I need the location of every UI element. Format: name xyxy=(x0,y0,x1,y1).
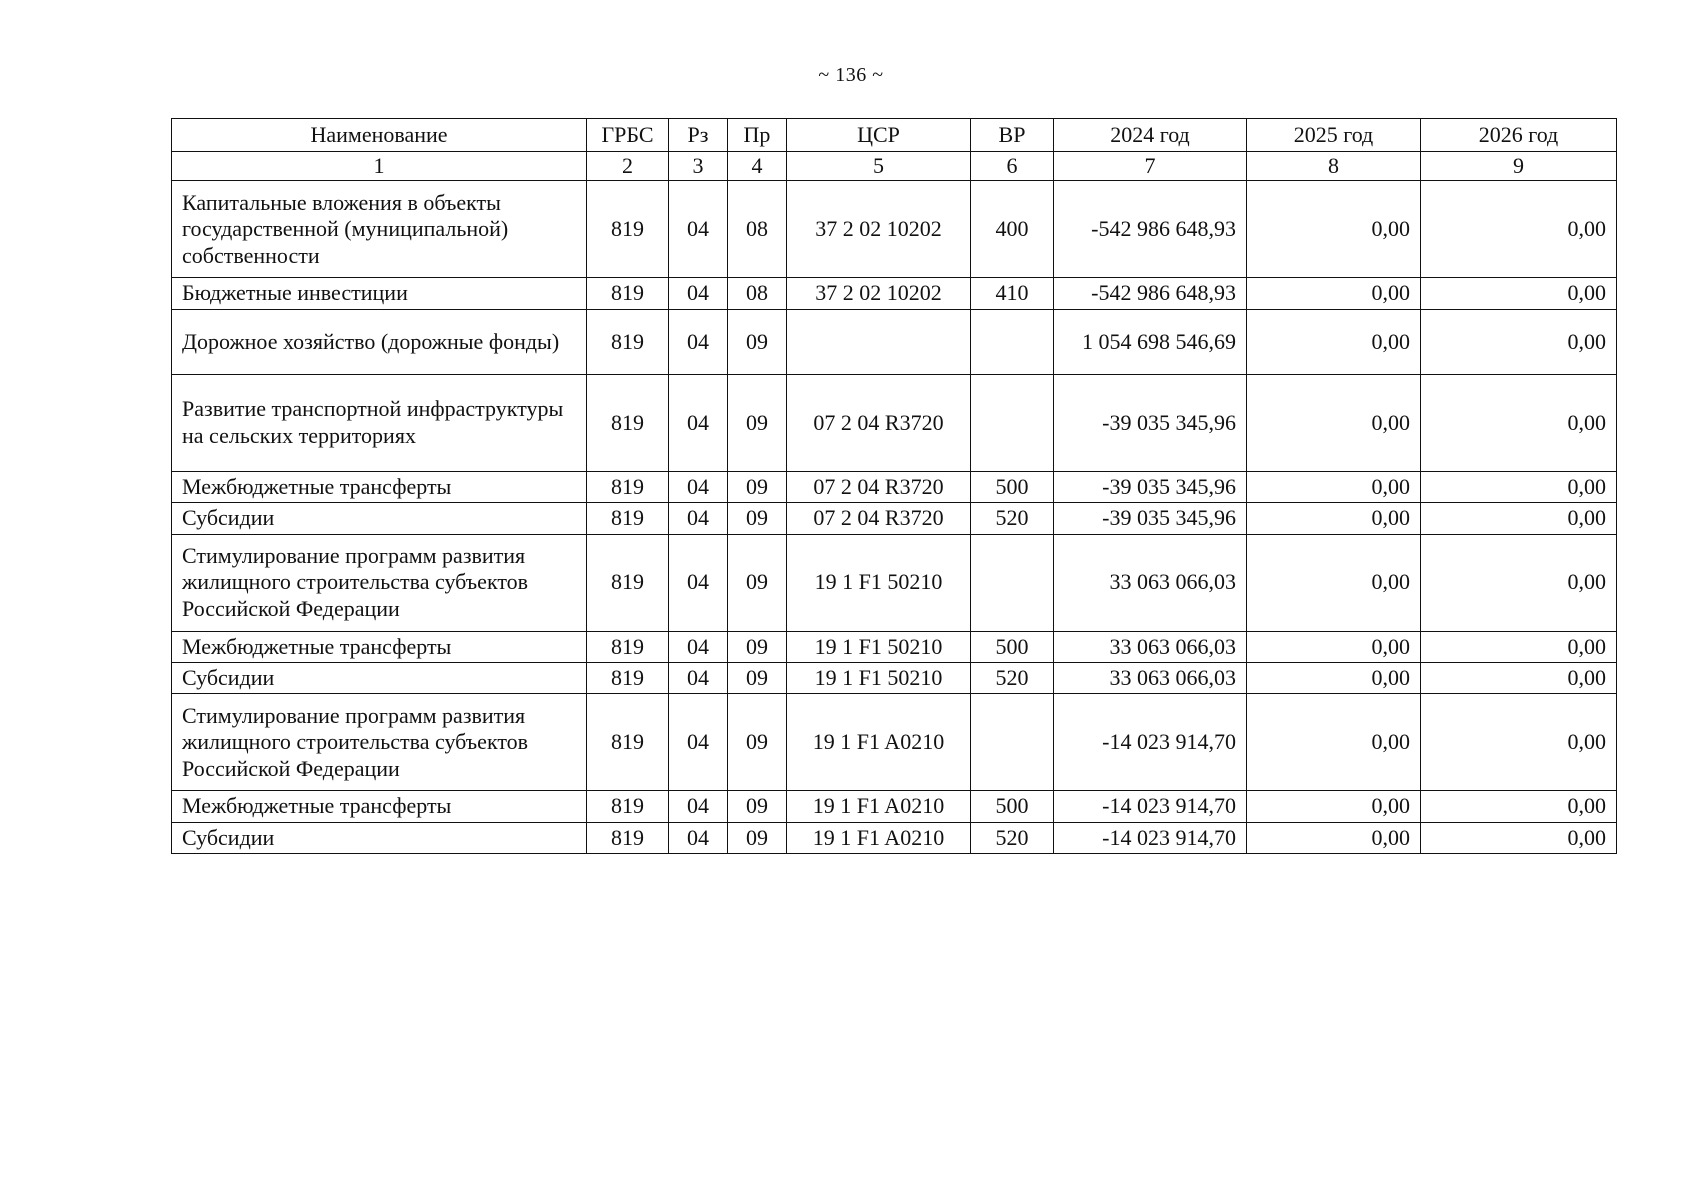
cell-pr: 09 xyxy=(728,791,787,822)
cell-grbs: 819 xyxy=(587,471,669,502)
header-2026: 2026 год xyxy=(1421,119,1617,152)
cell-name: Межбюджетные трансферты xyxy=(172,631,587,662)
cell-pr: 09 xyxy=(728,374,787,471)
cell-2026: 0,00 xyxy=(1421,471,1617,502)
cell-2026: 0,00 xyxy=(1421,278,1617,309)
cell-pr: 08 xyxy=(728,278,787,309)
header-2024: 2024 год xyxy=(1054,119,1247,152)
header-csr: ЦСР xyxy=(787,119,971,152)
cell-rz: 04 xyxy=(669,503,728,534)
cell-vr: 520 xyxy=(971,503,1054,534)
table-row xyxy=(172,181,1617,278)
cell-vr: 520 xyxy=(971,662,1054,693)
cell-csr: 37 2 02 10202 xyxy=(787,181,971,278)
cell-2024: 33 063 066,03 xyxy=(1054,662,1247,693)
cell-2025: 0,00 xyxy=(1247,181,1421,278)
column-number: 7 xyxy=(1054,152,1247,181)
cell-rz: 04 xyxy=(669,374,728,471)
cell-csr: 19 1 F1 A0210 xyxy=(787,822,971,853)
table-row xyxy=(172,822,1617,853)
cell-rz: 04 xyxy=(669,534,728,631)
cell-pr: 09 xyxy=(728,503,787,534)
cell-pr: 09 xyxy=(728,471,787,502)
column-number: 5 xyxy=(787,152,971,181)
cell-vr xyxy=(971,534,1054,631)
table-row xyxy=(172,534,1617,631)
cell-2024: -542 986 648,93 xyxy=(1054,181,1247,278)
column-number: 6 xyxy=(971,152,1054,181)
cell-csr: 19 1 F1 50210 xyxy=(787,662,971,693)
column-number: 4 xyxy=(728,152,787,181)
cell-pr: 09 xyxy=(728,822,787,853)
cell-2025: 0,00 xyxy=(1247,822,1421,853)
cell-2026: 0,00 xyxy=(1421,309,1617,374)
cell-rz: 04 xyxy=(669,631,728,662)
cell-rz: 04 xyxy=(669,791,728,822)
cell-name: Межбюджетные трансферты xyxy=(172,471,587,502)
cell-grbs: 819 xyxy=(587,694,669,791)
cell-2024: -542 986 648,93 xyxy=(1054,278,1247,309)
cell-2026: 0,00 xyxy=(1421,181,1617,278)
cell-vr: 400 xyxy=(971,181,1054,278)
cell-2026: 0,00 xyxy=(1421,662,1617,693)
cell-pr: 08 xyxy=(728,181,787,278)
cell-rz: 04 xyxy=(669,181,728,278)
cell-2025: 0,00 xyxy=(1247,471,1421,502)
cell-name: Развитие транспортной инфраструктуры на сельских территориях xyxy=(172,374,587,471)
cell-grbs: 819 xyxy=(587,278,669,309)
cell-name: Капитальные вложения в объекты государственной (муниципальной) собственности xyxy=(172,181,587,278)
cell-name: Дорожное хозяйство (дорожные фонды) xyxy=(172,309,587,374)
cell-csr: 19 1 F1 A0210 xyxy=(787,694,971,791)
column-number: 9 xyxy=(1421,152,1617,181)
cell-2026: 0,00 xyxy=(1421,503,1617,534)
column-number: 2 xyxy=(587,152,669,181)
cell-rz: 04 xyxy=(669,662,728,693)
table-row xyxy=(172,631,1617,662)
cell-grbs: 819 xyxy=(587,631,669,662)
cell-rz: 04 xyxy=(669,471,728,502)
cell-pr: 09 xyxy=(728,534,787,631)
table-row xyxy=(172,374,1617,471)
cell-rz: 04 xyxy=(669,309,728,374)
cell-name: Субсидии xyxy=(172,822,587,853)
cell-grbs: 819 xyxy=(587,374,669,471)
cell-rz: 04 xyxy=(669,694,728,791)
cell-csr: 37 2 02 10202 xyxy=(787,278,971,309)
cell-2025: 0,00 xyxy=(1247,791,1421,822)
cell-csr: 07 2 04 R3720 xyxy=(787,503,971,534)
cell-name: Субсидии xyxy=(172,503,587,534)
table-header-row xyxy=(172,119,1617,152)
table-row xyxy=(172,662,1617,693)
cell-grbs: 819 xyxy=(587,791,669,822)
table-row xyxy=(172,278,1617,309)
cell-grbs: 819 xyxy=(587,822,669,853)
cell-2025: 0,00 xyxy=(1247,534,1421,631)
cell-name: Стимулирование программ развития жилищного строительства субъектов Российской Федерации xyxy=(172,694,587,791)
cell-vr: 500 xyxy=(971,791,1054,822)
cell-2024: 33 063 066,03 xyxy=(1054,534,1247,631)
cell-grbs: 819 xyxy=(587,534,669,631)
cell-2026: 0,00 xyxy=(1421,374,1617,471)
header-name: Наименование xyxy=(172,119,587,152)
cell-csr: 07 2 04 R3720 xyxy=(787,374,971,471)
cell-vr xyxy=(971,309,1054,374)
cell-name: Субсидии xyxy=(172,662,587,693)
cell-vr: 520 xyxy=(971,822,1054,853)
cell-csr: 19 1 F1 50210 xyxy=(787,631,971,662)
cell-2026: 0,00 xyxy=(1421,534,1617,631)
cell-name: Межбюджетные трансферты xyxy=(172,791,587,822)
cell-rz: 04 xyxy=(669,278,728,309)
cell-csr xyxy=(787,309,971,374)
cell-grbs: 819 xyxy=(587,662,669,693)
cell-2026: 0,00 xyxy=(1421,631,1617,662)
cell-vr: 500 xyxy=(971,471,1054,502)
cell-2024: 33 063 066,03 xyxy=(1054,631,1247,662)
table-row xyxy=(172,791,1617,822)
cell-2025: 0,00 xyxy=(1247,503,1421,534)
table-row xyxy=(172,694,1617,791)
cell-csr: 07 2 04 R3720 xyxy=(787,471,971,502)
cell-2024: -14 023 914,70 xyxy=(1054,694,1247,791)
cell-vr xyxy=(971,694,1054,791)
cell-grbs: 819 xyxy=(587,503,669,534)
cell-name: Бюджетные инвестиции xyxy=(172,278,587,309)
cell-2025: 0,00 xyxy=(1247,309,1421,374)
budget-table xyxy=(171,118,1617,854)
header-rz: Рз xyxy=(669,119,728,152)
cell-2024: -14 023 914,70 xyxy=(1054,791,1247,822)
header-vr: ВР xyxy=(971,119,1054,152)
cell-2025: 0,00 xyxy=(1247,374,1421,471)
cell-pr: 09 xyxy=(728,662,787,693)
cell-pr: 09 xyxy=(728,694,787,791)
table-row xyxy=(172,471,1617,502)
cell-2025: 0,00 xyxy=(1247,694,1421,791)
cell-2024: -39 035 345,96 xyxy=(1054,374,1247,471)
cell-pr: 09 xyxy=(728,309,787,374)
cell-grbs: 819 xyxy=(587,181,669,278)
cell-grbs: 819 xyxy=(587,309,669,374)
cell-2025: 0,00 xyxy=(1247,662,1421,693)
cell-2024: 1 054 698 546,69 xyxy=(1054,309,1247,374)
column-number: 8 xyxy=(1247,152,1421,181)
cell-2024: -39 035 345,96 xyxy=(1054,471,1247,502)
cell-2026: 0,00 xyxy=(1421,791,1617,822)
table-row xyxy=(172,309,1617,374)
cell-csr: 19 1 F1 50210 xyxy=(787,534,971,631)
cell-pr: 09 xyxy=(728,631,787,662)
page-number: ~ 136 ~ xyxy=(818,64,884,86)
cell-2026: 0,00 xyxy=(1421,694,1617,791)
header-grbs: ГРБС xyxy=(587,119,669,152)
header-2025: 2025 год xyxy=(1247,119,1421,152)
cell-2025: 0,00 xyxy=(1247,278,1421,309)
cell-vr xyxy=(971,374,1054,471)
cell-2025: 0,00 xyxy=(1247,631,1421,662)
column-number: 1 xyxy=(172,152,587,181)
header-pr: Пр xyxy=(728,119,787,152)
column-number-row xyxy=(172,152,1617,181)
cell-name: Стимулирование программ развития жилищного строительства субъектов Российской Федерации xyxy=(172,534,587,631)
cell-csr: 19 1 F1 A0210 xyxy=(787,791,971,822)
cell-2024: -14 023 914,70 xyxy=(1054,822,1247,853)
cell-2024: -39 035 345,96 xyxy=(1054,503,1247,534)
cell-2026: 0,00 xyxy=(1421,822,1617,853)
cell-rz: 04 xyxy=(669,822,728,853)
table-row xyxy=(172,503,1617,534)
cell-vr: 410 xyxy=(971,278,1054,309)
column-number: 3 xyxy=(669,152,728,181)
cell-vr: 500 xyxy=(971,631,1054,662)
